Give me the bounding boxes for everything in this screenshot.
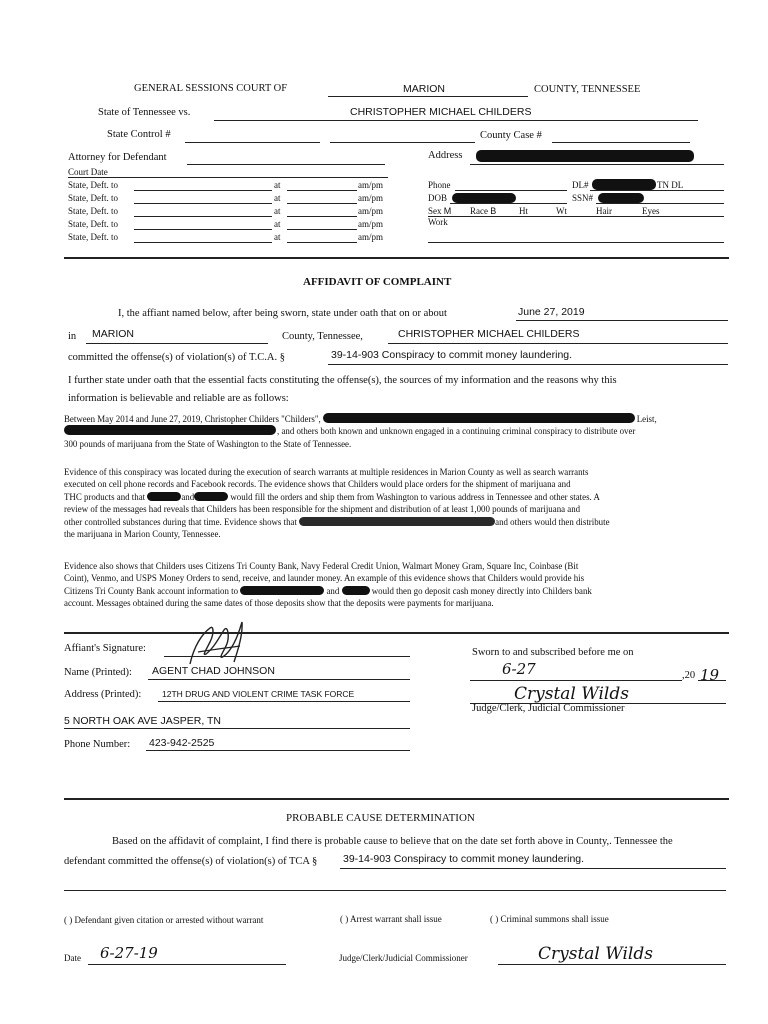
name-label: Name (Printed):: [64, 667, 132, 678]
affiant-phone: 423-942-2525: [149, 737, 215, 749]
probable-cause-line1: Based on the affidavit of complaint, I find there is probable cause to believe that on the date set forth above in County,. Tennessee the: [112, 836, 673, 847]
deft-label: State, Deft. to: [68, 219, 118, 229]
sworn-label: Sworn to and subscribed before me on: [472, 647, 634, 658]
work-label: Work: [428, 217, 448, 227]
redaction: [452, 193, 516, 203]
redaction: [64, 425, 276, 435]
dob-label: DOB: [428, 193, 448, 203]
option-arrest-warrant: ( ) Arrest warrant shall issue: [340, 914, 442, 924]
phone-number-label: Phone Number:: [64, 739, 131, 750]
facts-paragraph-1: Between May 2014 and June 27, 2019, Christopher Childers "Childers", Leist, , and others both known and unknown engaged in a continuing criminal conspiracy to distribute over 300 pounds of marijuana from the State of Washington to the State of Tennessee.: [64, 414, 657, 449]
at-label: at: [274, 206, 281, 216]
ampm-label: am/pm: [358, 232, 383, 242]
probable-cause-line2: defendant committed the offense(s) of violation(s) of TCA §: [64, 856, 318, 867]
redaction: [194, 492, 228, 501]
affiant-name: AGENT CHAD JOHNSON: [152, 665, 275, 677]
state-vs-label: State of Tennessee vs.: [98, 107, 191, 118]
pc-judge-signature: Crystal Wilds: [538, 944, 653, 964]
ampm-label: am/pm: [358, 219, 383, 229]
affiant-signature-label: Affiant's Signature:: [64, 643, 146, 654]
address-label: Address: [428, 150, 463, 161]
county-case-label: County Case #: [480, 130, 542, 141]
divider: [64, 798, 729, 800]
redaction: [342, 586, 370, 595]
probable-cause-title: PROBABLE CAUSE DETERMINATION: [286, 812, 475, 824]
affiant-address-line1: 12TH DRUG AND VIOLENT CRIME TASK FORCE: [162, 689, 355, 699]
affidavit-title: AFFIDAVIT OF COMPLAINT: [303, 276, 452, 288]
sex-value: M: [443, 206, 452, 216]
probable-cause-offense: 39-14-903 Conspiracy to commit money laundering.: [343, 853, 585, 865]
at-label: at: [274, 219, 281, 229]
deft-label: State, Deft. to: [68, 232, 118, 242]
affidavit-offense: 39-14-903 Conspiracy to commit money laundering.: [331, 349, 573, 361]
ampm-label: am/pm: [358, 180, 383, 190]
year-prefix: ,20: [682, 670, 696, 681]
option-citation: ( ) Defendant given citation or arrested without warrant: [64, 915, 264, 925]
redaction: [323, 413, 635, 423]
race-label: Race: [470, 206, 488, 216]
wt-label: Wt: [556, 206, 567, 216]
redaction: [147, 492, 181, 501]
sworn-date: 6-27: [502, 660, 536, 678]
ht-label: Ht: [519, 206, 528, 216]
redaction: [240, 586, 324, 595]
judge-clerk-label: Judge/Clerk, Judicial Commissioner: [472, 703, 625, 714]
affidavit-line1: I, the affiant named below, after being sworn, state under oath that on or about: [118, 308, 447, 319]
judge-signature: Crystal Wilds: [514, 684, 629, 704]
dl-suffix: TN DL: [657, 180, 684, 190]
redaction: [476, 150, 694, 162]
state-control-label: State Control #: [107, 129, 171, 140]
facts-paragraph-2: Evidence of this conspiracy was located during the execution of search warrants at multiple residences in Marion County as well as search warrants executed on cell phone records and Facebook records. The evidence shows that Childers would place orders for the shipment of marijuana and THC products and that and would fill the orders and ship them from Washington to various address in Tennessee and other states. A review of the messages had reveals that Childers has been responsible for the shipment and distribution of at least 1,000 pounds of marijuana and other controlled substances during that time. Evidence shows that and others would then distribute the marijuana in Marion County, Tennessee.: [64, 467, 610, 540]
defendant-name: CHRISTOPHER MICHAEL CHILDERS: [350, 106, 532, 118]
court-label: GENERAL SESSIONS COURT OF: [134, 83, 288, 94]
at-label: at: [274, 193, 281, 203]
court-county: MARION: [403, 83, 445, 95]
deft-label: State, Deft. to: [68, 193, 118, 203]
offense-label: committed the offense(s) of violation(s) of T.C.A. §: [68, 352, 285, 363]
affiant-address-line2: 5 NORTH OAK AVE JASPER, TN: [64, 715, 221, 727]
probable-cause-date: 6-27-19: [100, 944, 158, 962]
deft-label: State, Deft. to: [68, 206, 118, 216]
ampm-label: am/pm: [358, 206, 383, 216]
divider: [64, 257, 729, 259]
attorney-label: Attorney for Defendant: [68, 152, 167, 163]
facts-paragraph-3: Evidence also shows that Childers uses Citizens Tri County Bank, Navy Federal Credit Union, Walmart Money Gram, Square Inc, Coinbase (Bit Coint), Venmo, and USPS Money Orders to send, receive, and launder money. An example of this evidence shows that Childers would provide his Citizens Tri County Bank account information to and would then go deposit cash money directly into Childers bank account. Messages obtained during the same dates of those deposits show that the deposits were payments for marijuana.: [64, 561, 592, 609]
ssn-label: SSN#: [572, 193, 594, 203]
sex-label: Sex: [428, 206, 442, 216]
ampm-label: am/pm: [358, 193, 383, 203]
affidavit-defendant: CHRISTOPHER MICHAEL CHILDERS: [398, 328, 580, 340]
sworn-year: 19: [700, 666, 720, 684]
dl-label: DL#: [572, 180, 589, 190]
at-label: at: [274, 232, 281, 242]
phone-label: Phone: [428, 180, 451, 190]
redaction: [299, 517, 495, 526]
affidavit-county: MARION: [92, 328, 134, 340]
address-printed-label: Address (Printed):: [64, 689, 142, 700]
affidavit-date: June 27, 2019: [518, 306, 585, 318]
further-line2: information is believable and reliable are as follows:: [68, 393, 289, 404]
date-label: Date: [64, 953, 81, 963]
redaction: [598, 193, 644, 203]
pc-judge-label: Judge/Clerk/Judicial Commissioner: [339, 953, 468, 963]
option-criminal-summons: ( ) Criminal summons shall issue: [490, 914, 609, 924]
at-label: at: [274, 180, 281, 190]
county-tn-label: County, Tennessee,: [282, 331, 363, 342]
deft-label: State, Deft. to: [68, 180, 118, 190]
court-county-suffix: COUNTY, TENNESSEE: [534, 84, 641, 95]
eyes-label: Eyes: [642, 206, 660, 216]
in-label: in: [68, 331, 77, 342]
further-line1: I further state under oath that the essential facts constituting the offense(s), the sources of my information and the reasons why this: [68, 375, 617, 386]
hair-label: Hair: [596, 206, 612, 216]
divider: [64, 632, 729, 634]
redaction: [592, 179, 656, 190]
court-date-label: Court Date: [68, 167, 108, 177]
race-value: B: [490, 206, 497, 216]
